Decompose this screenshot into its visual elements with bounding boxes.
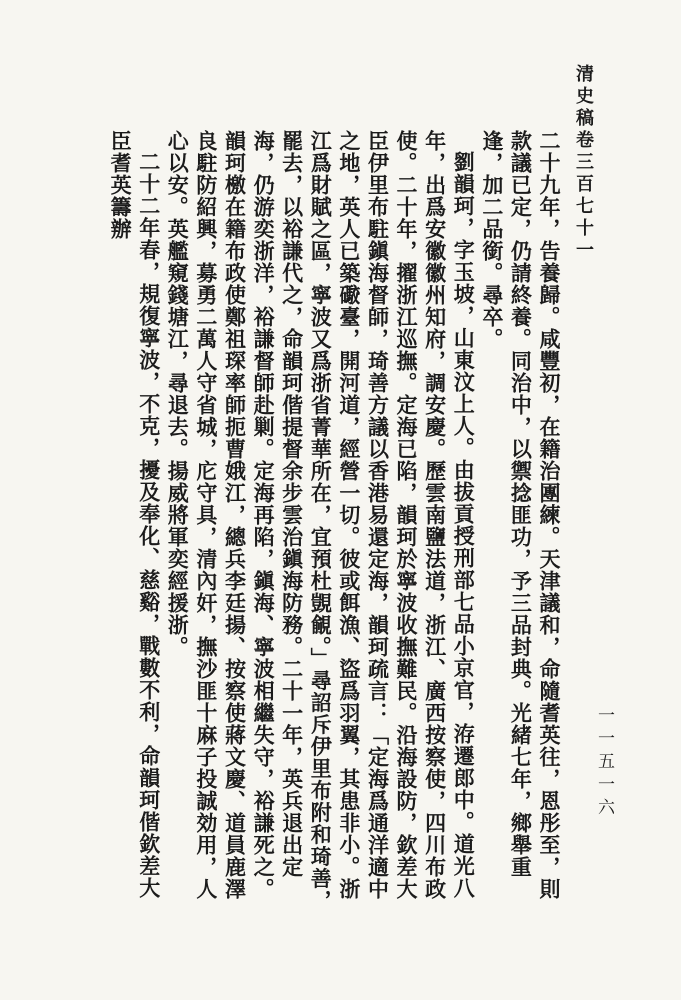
paragraph-liu-yunke: 劉韻珂，字玉坡，山東汶上人。由拔貢授刑部七品小京官，洊遷郎中。道光八年，出爲安徽徽州知府，調安慶。歷雲南鹽法道，浙江、廣西按察使，四川布政使。二十年，擢浙江巡撫。定海已陷，韻珂於寧波收撫難民。沿海設防，欽差大臣伊里布駐鎭海督師，琦善方議以香港易還定海，韻珂疏言：「定海爲通洋適中之地，英人已築礮臺，開河道，經營一切。彼或餌漁、盜爲羽翼，其患非小。浙江爲財賦之區，寧波又爲浙省菁華所在，宜預杜覬覦。」尋詔斥伊里布附和琦善，罷去，以裕謙代之，命韻珂偕提督余步雲治鎭海防務。二十一年，英兵退出定海，仍游奕浙洋，裕謙督師赴剿。定海再陷，鎭海、寧波相繼失守，裕謙死之。韻珂檄在籍布政使鄭祖琛率師扼曹娥江，總兵李廷揚、按察使蔣文慶、道員鹿澤良駐防紹興，募勇二萬人守省城，庀守具，清內奸，撫沙匪十麻子投誠効用，人心以安。英艦窺錢塘江，尋退去。揚威將軍奕經援浙。 [165, 130, 477, 912]
main-text [108, 130, 563, 920]
paragraph-daoguang-22: 二十二年春，規復寧波，不克，擾及奉化、慈谿，戰數不利，命韻珂偕欽差大臣耆英籌辦 [108, 130, 162, 899]
paragraph-continuation: 二十九年，告養歸。咸豐初，在籍治團練。天津議和，命隨耆英往，恩彤至，則款議已定，仍請終養。同治中，以禦捻匪功，予三品封典。光緒七年，鄉舉重逢，加二品銜。尋卒。 [479, 130, 562, 900]
running-head: 清史稿卷三百七十一 [573, 64, 594, 262]
page-number: 一一五一六 [594, 706, 614, 821]
